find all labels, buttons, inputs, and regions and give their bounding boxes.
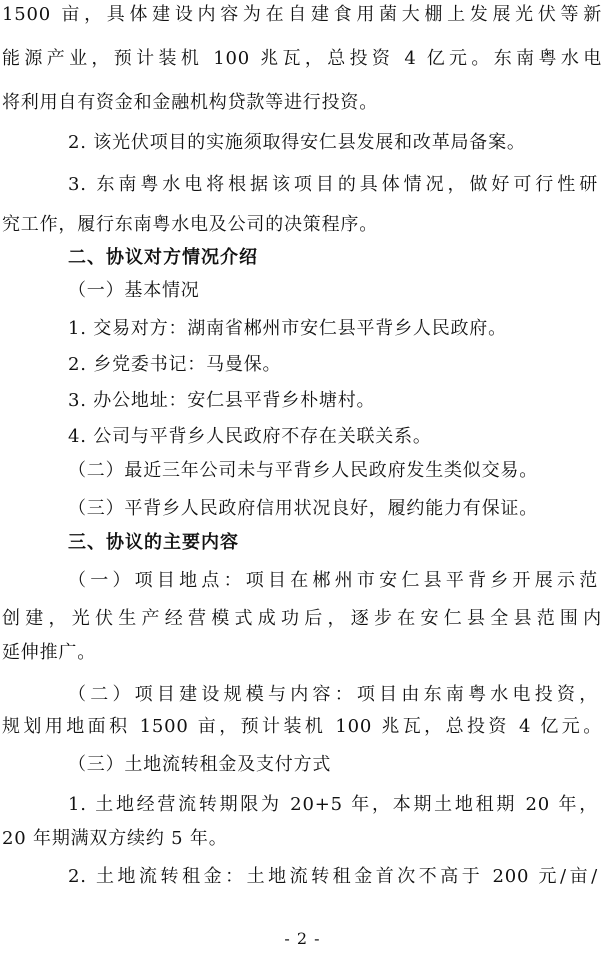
text-line: （二）最近三年公司未与平背乡人民政府发生类似交易。 bbox=[68, 460, 538, 481]
text-line: （一）项目地点：项目在郴州市安仁县平背乡开展示范 bbox=[68, 570, 598, 591]
section-heading: 三、协议的主要内容 bbox=[68, 532, 239, 553]
section-heading: 二、协议对方情况介绍 bbox=[68, 247, 258, 268]
text-line: 4. 公司与平背乡人民政府不存在关联关系。 bbox=[68, 426, 432, 447]
text-line: 20 年期满双方续约 5 年。 bbox=[2, 828, 228, 849]
text-line: 2. 该光伏项目的实施须取得安仁县发展和改革局备案。 bbox=[68, 132, 526, 153]
text-line: 究工作，履行东南粤水电及公司的决策程序。 bbox=[2, 214, 378, 235]
text-line: （三）平背乡人民政府信用状况良好，履约能力有保证。 bbox=[68, 498, 538, 519]
text-line: 创建，光伏生产经营模式成功后，逐步在安仁县全县范围内 bbox=[2, 608, 602, 629]
text-line: 1. 交易对方：湖南省郴州市安仁县平背乡人民政府。 bbox=[68, 318, 507, 339]
page-number: - 2 - bbox=[284, 929, 321, 948]
text-line: 能源产业，预计装机 100 兆瓦，总投资 4 亿元。东南粤水电 bbox=[2, 48, 602, 69]
text-line: 2. 土地流转租金：土地流转租金首次不高于 200 元/亩/ bbox=[68, 866, 598, 887]
subsection-heading: （三）土地流转租金及支付方式 bbox=[68, 754, 332, 775]
text-line: （二）项目建设规模与内容：项目由东南粤水电投资， bbox=[68, 684, 598, 705]
text-line: 将利用自有资金和金融机构贷款等进行投资。 bbox=[2, 92, 378, 113]
text-line: 1. 土地经营流转期限为 20+5 年，本期土地租期 20 年， bbox=[68, 794, 598, 815]
text-line: 延伸推广。 bbox=[2, 642, 96, 663]
subsection-heading: （一）基本情况 bbox=[68, 280, 200, 301]
text-line: 3. 办公地址：安仁县平背乡朴塘村。 bbox=[68, 390, 376, 411]
text-line: 规划用地面积 1500 亩，预计装机 100 兆瓦，总投资 4 亿元。 bbox=[2, 716, 602, 737]
text-line: 1500 亩，具体建设内容为在自建食用菌大棚上发展光伏等新 bbox=[2, 4, 602, 25]
text-line: 3. 东南粤水电将根据该项目的具体情况，做好可行性研 bbox=[68, 174, 598, 195]
text-line: 2. 乡党委书记：马曼保。 bbox=[68, 354, 282, 375]
